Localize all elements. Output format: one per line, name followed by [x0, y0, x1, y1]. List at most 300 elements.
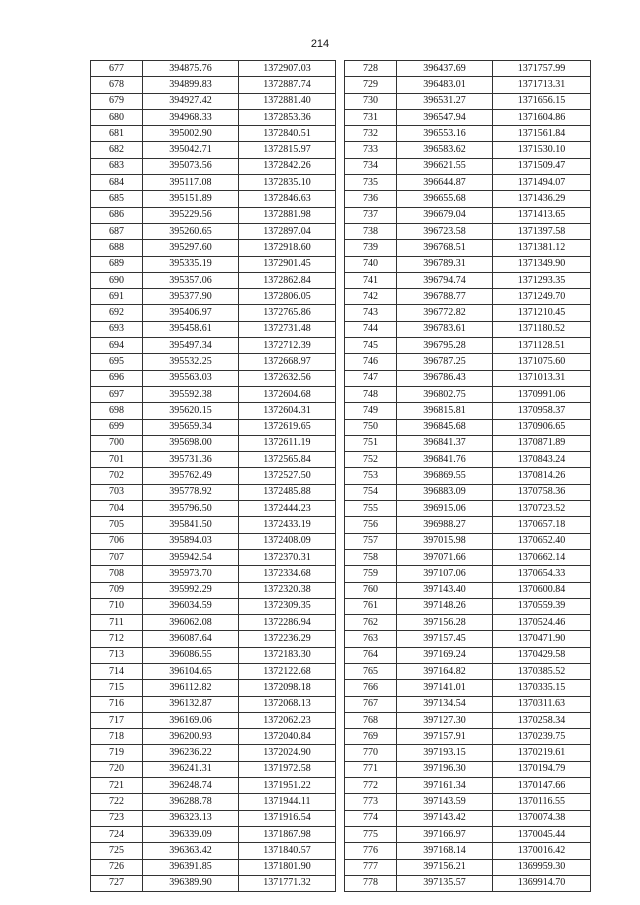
x-coordinate-cell: 396883.09	[397, 484, 493, 500]
y-coordinate-cell: 1370906.65	[493, 419, 591, 435]
y-coordinate-cell: 1371771.32	[239, 875, 336, 891]
point-number-cell: 770	[345, 745, 397, 761]
table-row	[345, 158, 591, 174]
x-coordinate-cell: 397161.34	[397, 778, 493, 794]
y-coordinate-cell: 1372806.05	[239, 289, 336, 305]
y-coordinate-cell: 1370654.33	[493, 566, 591, 582]
y-coordinate-cell: 1372444.23	[239, 501, 336, 517]
y-coordinate-cell: 1372040.84	[239, 729, 336, 745]
y-coordinate-cell: 1372236.29	[239, 631, 336, 647]
y-coordinate-cell: 1370814.26	[493, 468, 591, 484]
x-coordinate-cell: 397141.01	[397, 680, 493, 696]
point-number-cell: 706	[91, 533, 143, 549]
point-number-cell: 750	[345, 419, 397, 435]
table-row	[345, 549, 591, 565]
table-row	[345, 843, 591, 859]
y-coordinate-cell: 1370657.18	[493, 517, 591, 533]
x-coordinate-cell: 396062.08	[143, 615, 239, 631]
table-row	[345, 826, 591, 842]
y-coordinate-cell: 1370758.36	[493, 484, 591, 500]
y-coordinate-cell: 1372565.84	[239, 452, 336, 468]
y-coordinate-cell: 1370662.14	[493, 549, 591, 565]
table-row	[345, 175, 591, 191]
y-coordinate-cell: 1372122.68	[239, 663, 336, 679]
point-number-cell: 720	[91, 761, 143, 777]
point-number-cell: 733	[345, 142, 397, 158]
table-row	[91, 680, 336, 696]
y-coordinate-cell: 1372604.68	[239, 386, 336, 402]
x-coordinate-cell: 396988.27	[397, 517, 493, 533]
table-row	[91, 598, 336, 614]
x-coordinate-cell: 397156.28	[397, 615, 493, 631]
x-coordinate-cell: 395497.34	[143, 338, 239, 354]
table-row	[91, 566, 336, 582]
x-coordinate-cell: 396363.42	[143, 843, 239, 859]
point-number-cell: 691	[91, 289, 143, 305]
table-row	[91, 354, 336, 370]
table-row	[91, 93, 336, 109]
x-coordinate-cell: 395942.54	[143, 549, 239, 565]
y-coordinate-cell: 1370335.15	[493, 680, 591, 696]
x-coordinate-cell: 396772.82	[397, 305, 493, 321]
table-row	[345, 696, 591, 712]
table-row	[345, 305, 591, 321]
table-row	[91, 403, 336, 419]
y-coordinate-cell: 1372619.65	[239, 419, 336, 435]
table-row	[345, 191, 591, 207]
y-coordinate-cell: 1371075.60	[493, 354, 591, 370]
table-row	[345, 240, 591, 256]
x-coordinate-cell: 395229.56	[143, 207, 239, 223]
table-row	[345, 354, 591, 370]
point-number-cell: 763	[345, 631, 397, 647]
x-coordinate-cell: 397157.45	[397, 631, 493, 647]
x-coordinate-cell: 396531.27	[397, 93, 493, 109]
y-coordinate-cell: 1372842.26	[239, 158, 336, 174]
point-number-cell: 714	[91, 663, 143, 679]
x-coordinate-cell: 395297.60	[143, 240, 239, 256]
table-row	[91, 712, 336, 728]
point-number-cell: 748	[345, 386, 397, 402]
y-coordinate-cell: 1370258.34	[493, 712, 591, 728]
table-row	[345, 435, 591, 451]
point-number-cell: 680	[91, 109, 143, 125]
y-coordinate-cell: 1372907.03	[239, 61, 336, 77]
point-number-cell: 685	[91, 191, 143, 207]
point-number-cell: 704	[91, 501, 143, 517]
y-coordinate-cell: 1372183.30	[239, 647, 336, 663]
x-coordinate-cell: 395731.36	[143, 452, 239, 468]
y-coordinate-cell: 1372309.35	[239, 598, 336, 614]
point-number-cell: 755	[345, 501, 397, 517]
x-coordinate-cell: 394968.33	[143, 109, 239, 125]
point-number-cell: 713	[91, 647, 143, 663]
point-number-cell: 710	[91, 598, 143, 614]
table-row	[91, 61, 336, 77]
table-row	[91, 191, 336, 207]
table-row	[91, 647, 336, 663]
table-row	[345, 566, 591, 582]
y-coordinate-cell: 1371972.58	[239, 761, 336, 777]
point-number-cell: 728	[345, 61, 397, 77]
y-coordinate-cell: 1370116.55	[493, 794, 591, 810]
y-coordinate-cell: 1372901.45	[239, 256, 336, 272]
x-coordinate-cell: 396483.01	[397, 77, 493, 93]
x-coordinate-cell: 397193.15	[397, 745, 493, 761]
y-coordinate-cell: 1371867.98	[239, 826, 336, 842]
y-coordinate-cell: 1372897.04	[239, 223, 336, 239]
x-coordinate-cell: 397127.30	[397, 712, 493, 728]
point-number-cell: 692	[91, 305, 143, 321]
point-number-cell: 724	[91, 826, 143, 842]
table-row	[345, 468, 591, 484]
table-row	[345, 761, 591, 777]
y-coordinate-cell: 1369959.30	[493, 859, 591, 875]
table-row	[345, 403, 591, 419]
point-number-cell: 737	[345, 207, 397, 223]
table-row	[345, 256, 591, 272]
x-coordinate-cell: 395458.61	[143, 321, 239, 337]
table-row	[345, 386, 591, 402]
y-coordinate-cell: 1371381.12	[493, 240, 591, 256]
point-number-cell: 712	[91, 631, 143, 647]
table-row	[91, 240, 336, 256]
table-row	[91, 810, 336, 826]
y-coordinate-cell: 1370311.63	[493, 696, 591, 712]
point-number-cell: 717	[91, 712, 143, 728]
point-number-cell: 695	[91, 354, 143, 370]
point-number-cell: 757	[345, 533, 397, 549]
point-number-cell: 738	[345, 223, 397, 239]
x-coordinate-cell: 396815.81	[397, 403, 493, 419]
point-number-cell: 722	[91, 794, 143, 810]
table-row	[345, 517, 591, 533]
x-coordinate-cell: 395620.15	[143, 403, 239, 419]
table-row	[345, 794, 591, 810]
y-coordinate-cell: 1370194.79	[493, 761, 591, 777]
y-coordinate-cell: 1371293.35	[493, 272, 591, 288]
point-number-cell: 758	[345, 549, 397, 565]
x-coordinate-cell: 397071.66	[397, 549, 493, 565]
table-row	[91, 419, 336, 435]
y-coordinate-cell: 1371436.29	[493, 191, 591, 207]
point-number-cell: 681	[91, 126, 143, 142]
point-number-cell: 743	[345, 305, 397, 321]
point-number-cell: 769	[345, 729, 397, 745]
point-number-cell: 775	[345, 826, 397, 842]
y-coordinate-cell: 1371757.99	[493, 61, 591, 77]
point-number-cell: 694	[91, 338, 143, 354]
y-coordinate-cell: 1371397.58	[493, 223, 591, 239]
y-coordinate-cell: 1372098.18	[239, 680, 336, 696]
table-row	[345, 501, 591, 517]
y-coordinate-cell: 1371349.90	[493, 256, 591, 272]
table-row	[91, 859, 336, 875]
x-coordinate-cell: 395563.03	[143, 370, 239, 386]
table-row	[345, 745, 591, 761]
point-number-cell: 760	[345, 582, 397, 598]
point-number-cell: 719	[91, 745, 143, 761]
table-row	[91, 207, 336, 223]
y-coordinate-cell: 1372062.23	[239, 712, 336, 728]
point-number-cell: 677	[91, 61, 143, 77]
x-coordinate-cell: 396112.82	[143, 680, 239, 696]
y-coordinate-cell: 1372853.36	[239, 109, 336, 125]
table-row	[91, 663, 336, 679]
x-coordinate-cell: 397134.54	[397, 696, 493, 712]
x-coordinate-cell: 397135.57	[397, 875, 493, 891]
y-coordinate-cell: 1370652.40	[493, 533, 591, 549]
x-coordinate-cell: 395002.90	[143, 126, 239, 142]
x-coordinate-cell: 395042.71	[143, 142, 239, 158]
page-number: 214	[310, 38, 330, 50]
point-number-cell: 711	[91, 615, 143, 631]
point-number-cell: 767	[345, 696, 397, 712]
table-row	[345, 109, 591, 125]
y-coordinate-cell: 1372840.51	[239, 126, 336, 142]
y-coordinate-cell: 1372024.90	[239, 745, 336, 761]
y-coordinate-cell: 1371413.65	[493, 207, 591, 223]
y-coordinate-cell: 1372668.97	[239, 354, 336, 370]
table-row	[345, 321, 591, 337]
x-coordinate-cell: 396723.58	[397, 223, 493, 239]
table-row	[345, 615, 591, 631]
y-coordinate-cell: 1372632.56	[239, 370, 336, 386]
table-row	[91, 631, 336, 647]
table-row	[345, 484, 591, 500]
x-coordinate-cell: 396288.78	[143, 794, 239, 810]
point-number-cell: 693	[91, 321, 143, 337]
y-coordinate-cell: 1372408.09	[239, 533, 336, 549]
point-number-cell: 746	[345, 354, 397, 370]
point-number-cell: 703	[91, 484, 143, 500]
table-row	[91, 305, 336, 321]
y-coordinate-cell: 1370074.38	[493, 810, 591, 826]
y-coordinate-cell: 1372887.74	[239, 77, 336, 93]
table-row	[345, 598, 591, 614]
x-coordinate-cell: 395260.65	[143, 223, 239, 239]
x-coordinate-cell: 395796.50	[143, 501, 239, 517]
x-coordinate-cell: 396788.77	[397, 289, 493, 305]
y-coordinate-cell: 1372815.97	[239, 142, 336, 158]
x-coordinate-cell: 396034.59	[143, 598, 239, 614]
y-coordinate-cell: 1370016.42	[493, 843, 591, 859]
y-coordinate-cell: 1371801.90	[239, 859, 336, 875]
x-coordinate-cell: 396841.76	[397, 452, 493, 468]
table-row	[345, 647, 591, 663]
table-row	[345, 77, 591, 93]
point-number-cell: 687	[91, 223, 143, 239]
x-coordinate-cell: 396241.31	[143, 761, 239, 777]
point-number-cell: 747	[345, 370, 397, 386]
x-coordinate-cell: 397015.98	[397, 533, 493, 549]
table-row	[91, 142, 336, 158]
point-number-cell: 718	[91, 729, 143, 745]
y-coordinate-cell: 1372286.94	[239, 615, 336, 631]
x-coordinate-cell: 395335.19	[143, 256, 239, 272]
point-number-cell: 764	[345, 647, 397, 663]
point-number-cell: 683	[91, 158, 143, 174]
point-number-cell: 735	[345, 175, 397, 191]
table-row	[91, 435, 336, 451]
y-coordinate-cell: 1371128.51	[493, 338, 591, 354]
x-coordinate-cell: 396339.09	[143, 826, 239, 842]
y-coordinate-cell: 1369914.70	[493, 875, 591, 891]
x-coordinate-cell: 395659.34	[143, 419, 239, 435]
y-coordinate-cell: 1372862.84	[239, 272, 336, 288]
point-number-cell: 731	[345, 109, 397, 125]
y-coordinate-cell: 1372918.60	[239, 240, 336, 256]
table-row	[91, 223, 336, 239]
y-coordinate-cell: 1371713.31	[493, 77, 591, 93]
table-row	[91, 501, 336, 517]
x-coordinate-cell: 396915.06	[397, 501, 493, 517]
y-coordinate-cell: 1370524.46	[493, 615, 591, 631]
y-coordinate-cell: 1371509.47	[493, 158, 591, 174]
table-row	[345, 289, 591, 305]
table-row	[91, 517, 336, 533]
y-coordinate-cell: 1370958.37	[493, 403, 591, 419]
point-number-cell: 682	[91, 142, 143, 158]
x-coordinate-cell: 396786.43	[397, 370, 493, 386]
x-coordinate-cell: 396169.06	[143, 712, 239, 728]
y-coordinate-cell: 1372068.13	[239, 696, 336, 712]
y-coordinate-cell: 1372611.19	[239, 435, 336, 451]
y-coordinate-cell: 1372846.63	[239, 191, 336, 207]
x-coordinate-cell: 396621.55	[397, 158, 493, 174]
x-coordinate-cell: 396104.65	[143, 663, 239, 679]
table-row	[345, 452, 591, 468]
point-number-cell: 744	[345, 321, 397, 337]
point-number-cell: 753	[345, 468, 397, 484]
point-number-cell: 739	[345, 240, 397, 256]
point-number-cell: 752	[345, 452, 397, 468]
x-coordinate-cell: 396132.87	[143, 696, 239, 712]
point-number-cell: 749	[345, 403, 397, 419]
table-row	[345, 419, 591, 435]
x-coordinate-cell: 397143.42	[397, 810, 493, 826]
x-coordinate-cell: 395151.89	[143, 191, 239, 207]
table-row	[91, 549, 336, 565]
table-row	[345, 729, 591, 745]
x-coordinate-cell: 397107.06	[397, 566, 493, 582]
table-row	[91, 256, 336, 272]
table-row	[345, 631, 591, 647]
point-number-cell: 766	[345, 680, 397, 696]
y-coordinate-cell: 1370385.52	[493, 663, 591, 679]
table-row	[345, 142, 591, 158]
table-row	[91, 696, 336, 712]
point-number-cell: 705	[91, 517, 143, 533]
point-number-cell: 772	[345, 778, 397, 794]
table-row	[91, 272, 336, 288]
table-row	[91, 158, 336, 174]
table-row	[345, 810, 591, 826]
y-coordinate-cell: 1372881.40	[239, 93, 336, 109]
point-number-cell: 686	[91, 207, 143, 223]
point-number-cell: 771	[345, 761, 397, 777]
table-row	[345, 680, 591, 696]
y-coordinate-cell: 1372712.39	[239, 338, 336, 354]
table-row	[91, 778, 336, 794]
y-coordinate-cell: 1370991.06	[493, 386, 591, 402]
x-coordinate-cell: 396795.28	[397, 338, 493, 354]
table-row	[345, 859, 591, 875]
x-coordinate-cell: 397148.26	[397, 598, 493, 614]
y-coordinate-cell: 1371210.45	[493, 305, 591, 321]
point-number-cell: 774	[345, 810, 397, 826]
point-number-cell: 736	[345, 191, 397, 207]
coordinates-table-right	[344, 60, 591, 892]
table-row	[91, 386, 336, 402]
y-coordinate-cell: 1371249.70	[493, 289, 591, 305]
x-coordinate-cell: 397143.59	[397, 794, 493, 810]
y-coordinate-cell: 1372604.31	[239, 403, 336, 419]
point-number-cell: 716	[91, 696, 143, 712]
x-coordinate-cell: 396391.85	[143, 859, 239, 875]
x-coordinate-cell: 395592.38	[143, 386, 239, 402]
y-coordinate-cell: 1371656.15	[493, 93, 591, 109]
y-coordinate-cell: 1371180.52	[493, 321, 591, 337]
x-coordinate-cell: 396248.74	[143, 778, 239, 794]
x-coordinate-cell: 397168.14	[397, 843, 493, 859]
point-number-cell: 702	[91, 468, 143, 484]
table-row	[91, 126, 336, 142]
x-coordinate-cell: 397166.97	[397, 826, 493, 842]
x-coordinate-cell: 394927.42	[143, 93, 239, 109]
y-coordinate-cell: 1370429.58	[493, 647, 591, 663]
point-number-cell: 729	[345, 77, 397, 93]
point-number-cell: 709	[91, 582, 143, 598]
point-number-cell: 689	[91, 256, 143, 272]
y-coordinate-cell: 1371604.86	[493, 109, 591, 125]
point-number-cell: 741	[345, 272, 397, 288]
x-coordinate-cell: 396768.51	[397, 240, 493, 256]
x-coordinate-cell: 395992.29	[143, 582, 239, 598]
x-coordinate-cell: 396845.68	[397, 419, 493, 435]
table-row	[91, 826, 336, 842]
y-coordinate-cell: 1372370.31	[239, 549, 336, 565]
table-row	[91, 175, 336, 191]
table-row	[91, 875, 336, 891]
table-row	[345, 207, 591, 223]
point-number-cell: 756	[345, 517, 397, 533]
point-number-cell: 734	[345, 158, 397, 174]
y-coordinate-cell: 1370871.89	[493, 435, 591, 451]
table-row	[345, 61, 591, 77]
point-number-cell: 696	[91, 370, 143, 386]
x-coordinate-cell: 395762.49	[143, 468, 239, 484]
table-row	[345, 712, 591, 728]
x-coordinate-cell: 396869.55	[397, 468, 493, 484]
y-coordinate-cell: 1370239.75	[493, 729, 591, 745]
x-coordinate-cell: 395778.92	[143, 484, 239, 500]
x-coordinate-cell: 396236.22	[143, 745, 239, 761]
x-coordinate-cell: 396583.62	[397, 142, 493, 158]
point-number-cell: 773	[345, 794, 397, 810]
point-number-cell: 715	[91, 680, 143, 696]
y-coordinate-cell: 1372433.19	[239, 517, 336, 533]
y-coordinate-cell: 1371013.31	[493, 370, 591, 386]
x-coordinate-cell: 394875.76	[143, 61, 239, 77]
x-coordinate-cell: 395073.56	[143, 158, 239, 174]
x-coordinate-cell: 395698.00	[143, 435, 239, 451]
point-number-cell: 776	[345, 843, 397, 859]
x-coordinate-cell: 396200.93	[143, 729, 239, 745]
table-row	[91, 109, 336, 125]
point-number-cell: 777	[345, 859, 397, 875]
x-coordinate-cell: 397196.30	[397, 761, 493, 777]
